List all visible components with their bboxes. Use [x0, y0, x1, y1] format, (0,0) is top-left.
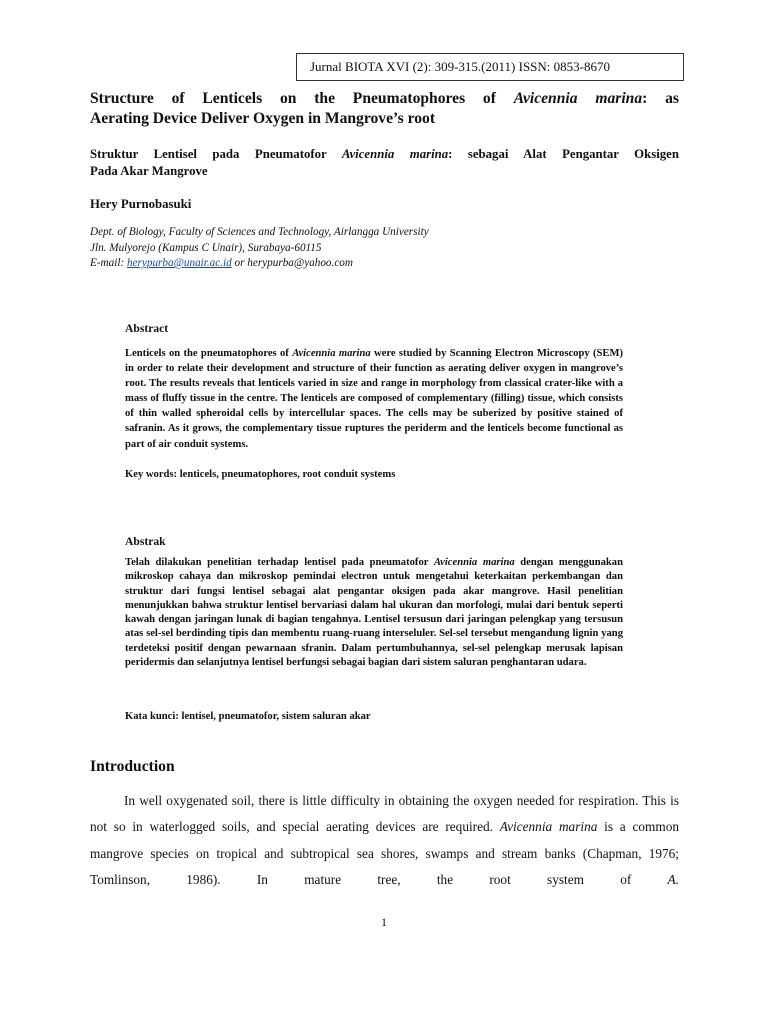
- affiliation-email: E-mail: herypurba@unair.ac.id or herypurba@yahoo.com: [90, 257, 353, 269]
- page-number: 1: [381, 915, 387, 929]
- abstract-species: Avicennia marina: [292, 348, 371, 359]
- affiliation-address: Jln. Mulyorejo (Kampus C Unair), Surabaya-60115: [90, 241, 322, 254]
- paper-subtitle: [90, 146, 679, 180]
- paper-title: [90, 89, 679, 129]
- subtitle-species: Avicennia marina: [341, 147, 449, 161]
- author-name: Hery Purnobasuki: [90, 197, 192, 211]
- affiliation-dept: Dept. of Biology, Faculty of Sciences and Technology, Airlangga University: [90, 226, 429, 238]
- abstrak-keywords: Kata kunci: lentisel, pneumatofor, sistem saluran akar: [125, 711, 371, 722]
- title-line-1: Structure of Lenticels on the Pneumatophores of Avicennia marina: as: [90, 90, 679, 107]
- abstrak-heading: Abstrak: [125, 535, 166, 548]
- abstract-text: Lenticels on the pneumatophores of Avicennia marina were studied by Scanning Electron Microscopy (SEM) in order to relate their development and structure of their function as aerating deliver oxygen in mangrove’s root. The results reveals that lenticels varied in size and range in morphology from classical crater-like with a mass of fluffy tissue in the centre. The lenticels are composed of complementary (filling) tissue, which consists of thin walled spheroidal cells by intercellular spaces. The cells may be suberized by positive stained of safranin. As it grows, the complementary tissue ruptures the periderm and the lenticels become functional as part of air conduit systems.: [125, 348, 624, 450]
- introduction-heading: Introduction: [90, 758, 175, 775]
- abstract-heading: Abstract: [125, 322, 169, 335]
- subtitle-line-2: Pada Akar Mangrove: [90, 164, 208, 178]
- email-link[interactable]: herypurba@unair.ac.id: [126, 257, 232, 269]
- abstrak-text: Telah dilakukan penelitian terhadap lentisel pada pneumatofor Avicennia marina dengan menggunakan mikroskop cahaya dan mikroskop pemindai electron untuk mengetahui keterkaitan perkembangan dan struktur dari fungsi lentisel sebagai alat pengantar oksigen pada akar mangrove. Hasil penelitian menunjukkan bahwa struktur lentisel bervariasi dalam hal ukuran dan morfologi, mulai dari bentuk seperti kawah dengan jaringan lunak di bagian tengahnya. Lentisel tersusun dari jaringan pelengkap yang tersusun atas sel-sel berdinding tipis dan membentu ruang-ruang interseluler. Sel-sel tersebut mengandung lignin yang terdeteksi positif dengan pewarnaan sfranin. Dalam pertumbuhannya, sel-sel pelengkap merusak lapisan peridermis dan selanjutnya lentisel berfungsi sebagai bagian dari sistem saluran penghantaran udara.: [125, 557, 624, 669]
- title-line-2: Aerating Device Deliver Oxygen in Mangrove’s root: [90, 110, 436, 127]
- title-species: Avicennia marina: [513, 90, 643, 107]
- journal-reference: [296, 53, 684, 81]
- journal-reference-text: Jurnal BIOTA XVI (2): 309-315.(2011) ISSN: 0853-8670: [310, 59, 610, 74]
- intro-species-abbrev: A.: [667, 871, 679, 887]
- abstract-keywords: Key words: lenticels, pneumatophores, root conduit systems: [125, 469, 396, 480]
- affiliation: [90, 225, 679, 272]
- introduction-text: In well oxygenated soil, there is little difficulty in obtaining the oxygen needed for respiration. This is not so in waterlogged soils, and special aerating devices are required. Avicennia marina is a common mangrove species on tropical and subtropical sea shores, swamps and stream banks (Chapman, 1976; Tomlinson, 1986). In mature tree, the root system of A.: [90, 793, 679, 887]
- intro-species: Avicennia marina: [499, 819, 598, 835]
- subtitle-line-1: Struktur Lentisel pada Pneumatofor Avicennia marina: sebagai Alat Pengantar Oksigen: [90, 147, 679, 161]
- abstrak-species: Avicennia marina: [433, 557, 515, 568]
